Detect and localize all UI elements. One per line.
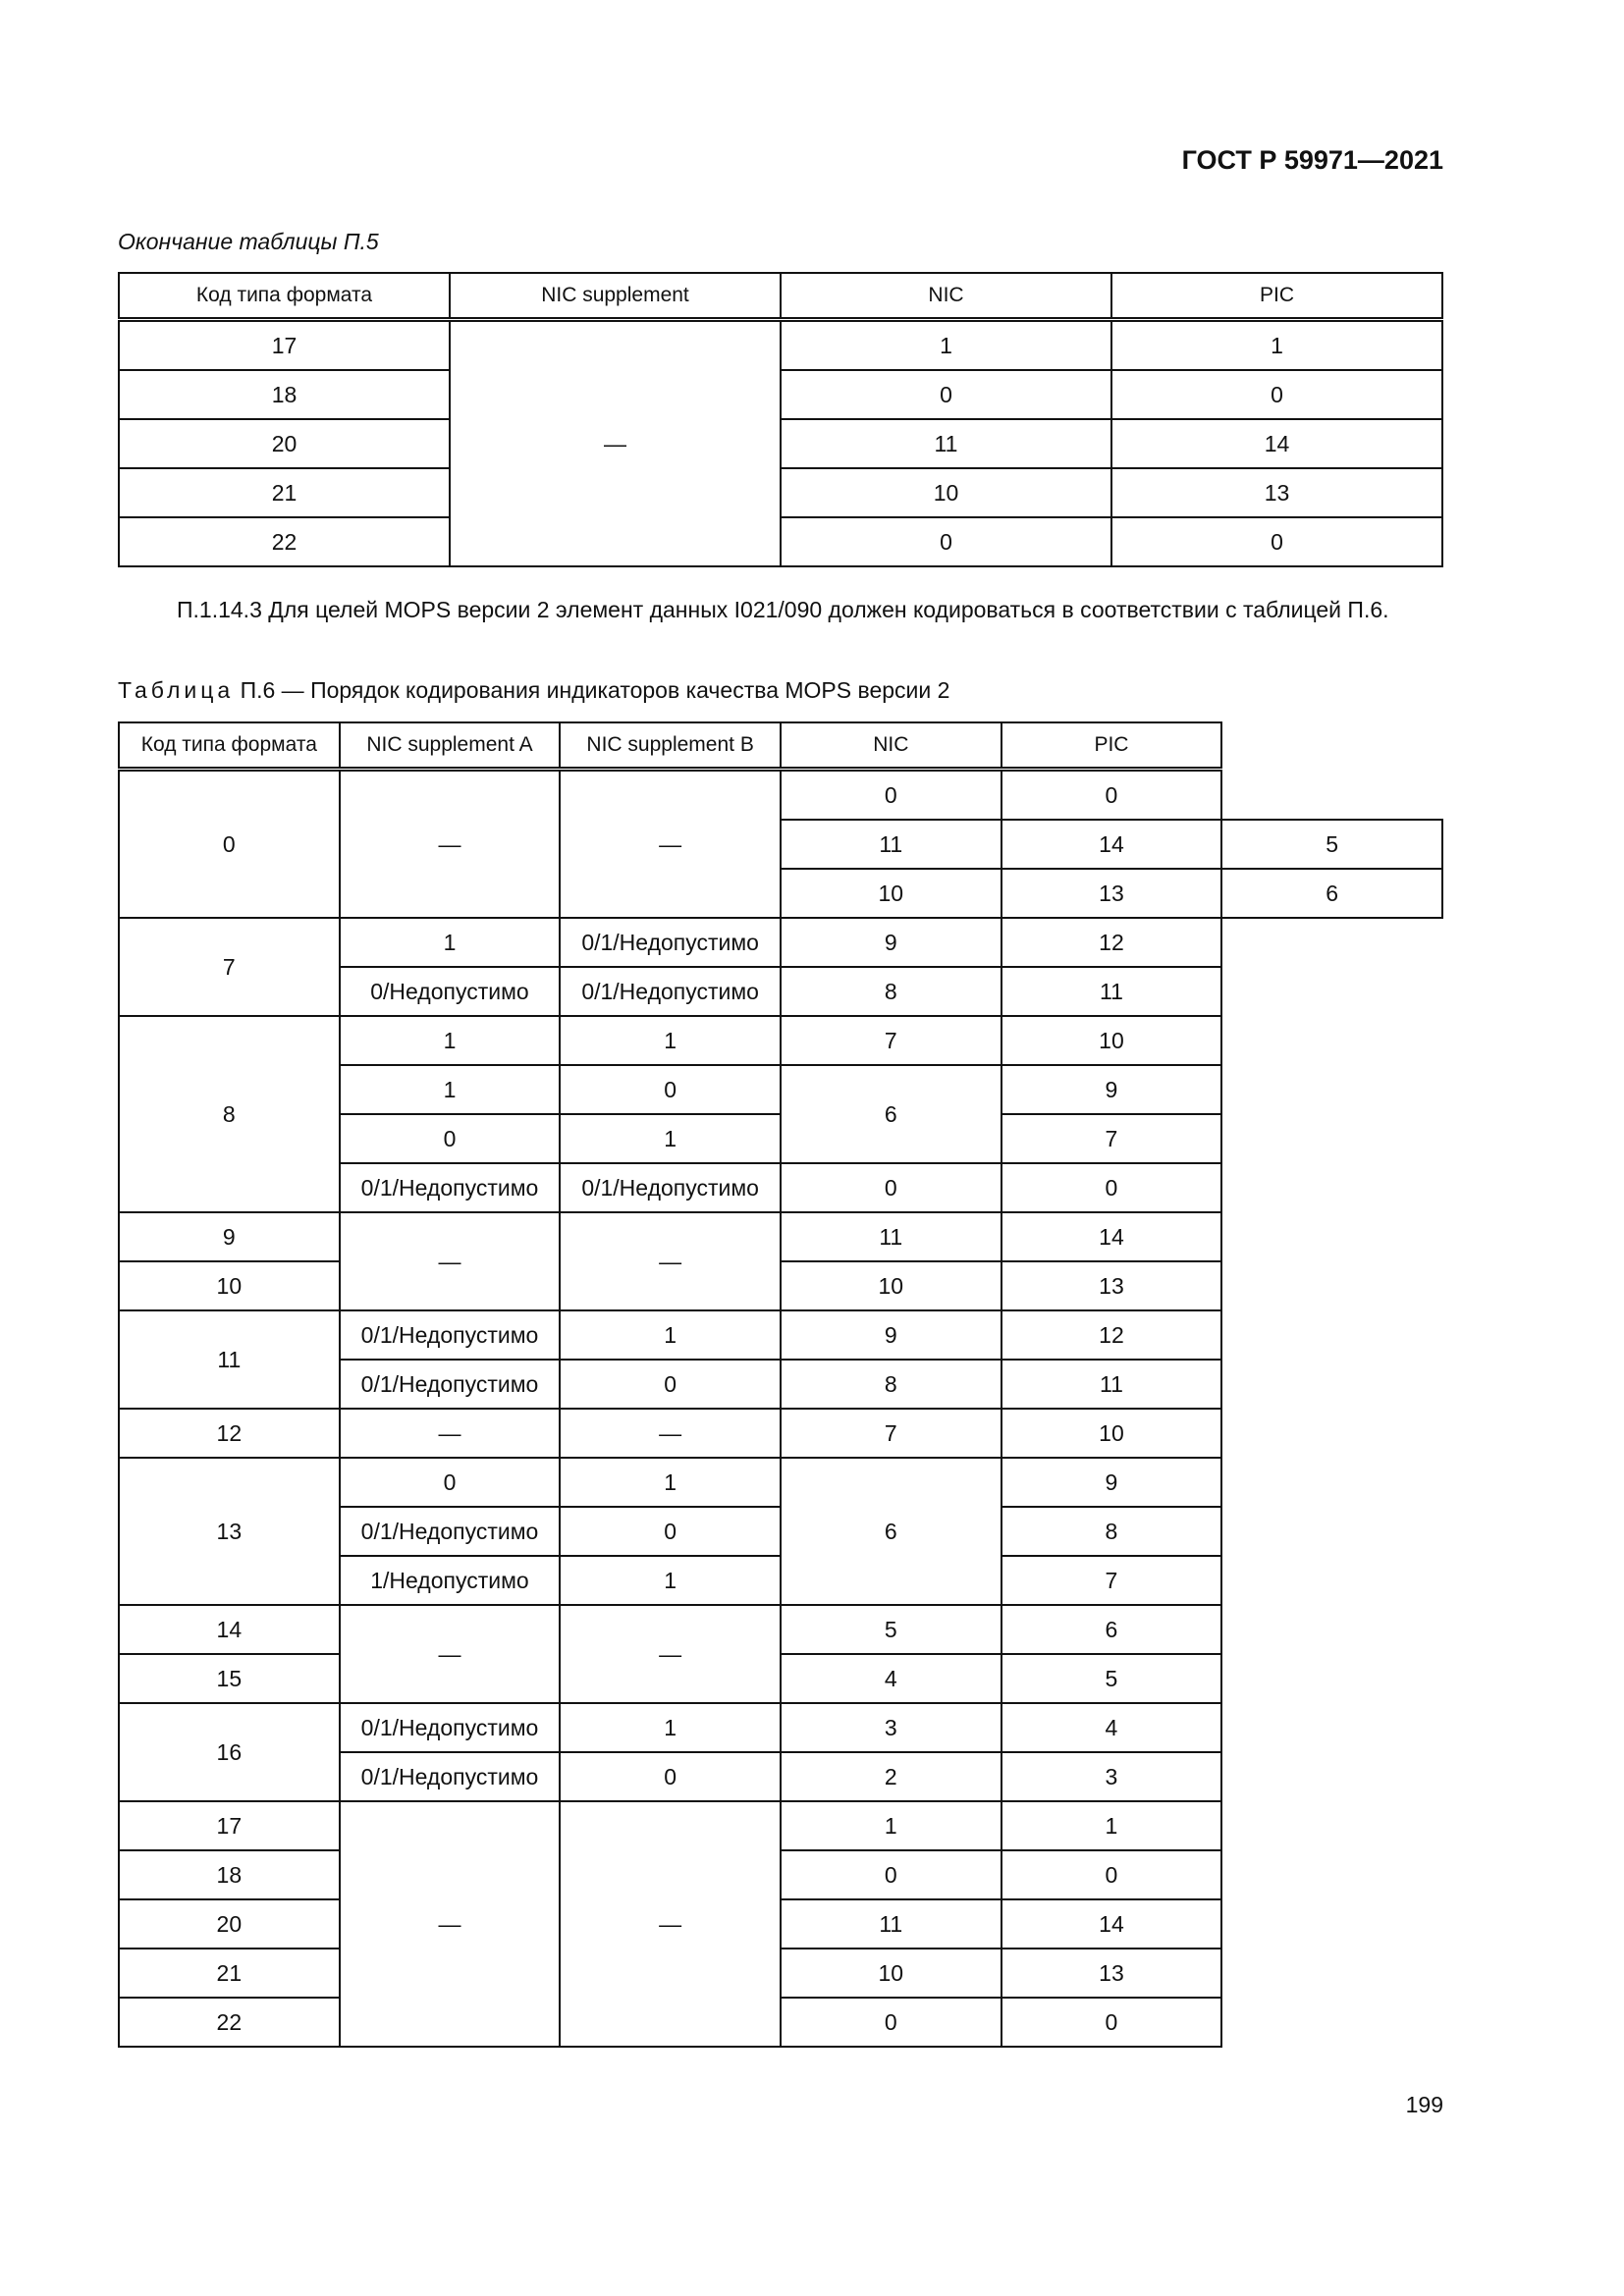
cell-format-code: 20 <box>119 419 450 468</box>
table-cell: 0/1/Недопустимо <box>340 1507 561 1556</box>
table-row <box>119 770 1442 821</box>
table-title <box>118 677 949 704</box>
table-cell: 7 <box>1001 1114 1222 1163</box>
table-p6 <box>118 721 1443 2048</box>
table-cell: 0/1/Недопустимо <box>560 967 781 1016</box>
table-cell: 22 <box>119 1998 340 2047</box>
table-cell: — <box>340 1409 561 1458</box>
table-header-row <box>119 722 1442 770</box>
table-cell: 6 <box>781 1065 1001 1163</box>
table-cell: 4 <box>781 1654 1001 1703</box>
table-cell: 0 <box>781 1163 1001 1212</box>
table-cell: 10 <box>119 1261 340 1310</box>
table-row <box>119 1998 1442 2047</box>
table-cell: 11 <box>1001 1360 1222 1409</box>
table-cell: — <box>560 1605 781 1703</box>
table-row <box>119 1409 1442 1458</box>
table-cell: 10 <box>781 1949 1001 1998</box>
table-row <box>119 370 1442 419</box>
table-cell: 8 <box>119 1016 340 1212</box>
table-row <box>119 1703 1442 1752</box>
table-cell: 6 <box>1221 869 1442 918</box>
table-cell: 1 <box>1001 1801 1222 1850</box>
table-cell: 12 <box>119 1409 340 1458</box>
header-nic: NIC <box>781 722 1001 770</box>
table-cell: 0/1/Недопустимо <box>340 1360 561 1409</box>
table-row <box>119 1801 1442 1850</box>
table-cell: 5 <box>781 1605 1001 1654</box>
cell-pic: 0 <box>1111 370 1442 419</box>
table-cell: 13 <box>119 1458 340 1605</box>
table-cell: 12 <box>1001 1310 1222 1360</box>
table-cell: 1 <box>560 1556 781 1605</box>
table-cell: 0/1/Недопустимо <box>560 1163 781 1212</box>
table-row <box>119 468 1442 517</box>
table-cell: 15 <box>119 1654 340 1703</box>
table-cell: 7 <box>781 1409 1001 1458</box>
cell-pic: 13 <box>1111 468 1442 517</box>
table-cell: 14 <box>1001 1899 1222 1949</box>
table-row <box>119 517 1442 566</box>
table-cell: 9 <box>119 1212 340 1261</box>
table-cell: 9 <box>781 1310 1001 1360</box>
table-cell: 9 <box>781 918 1001 967</box>
table-cell: 12 <box>1001 918 1222 967</box>
table-cell: 8 <box>1001 1507 1222 1556</box>
table-cell: 13 <box>1001 869 1222 918</box>
table-cell: 1 <box>781 1801 1001 1850</box>
table-cell: 11 <box>781 1899 1001 1949</box>
table-cell: 20 <box>119 1899 340 1949</box>
header-nic-supplement-a: NIC supplement A <box>340 722 561 770</box>
table-cell: 1 <box>340 1065 561 1114</box>
table-cell: 0/1/Недопустимо <box>340 1163 561 1212</box>
table-cell: 14 <box>1001 820 1222 869</box>
table-cell: — <box>340 1801 561 2047</box>
table-cell: 0 <box>781 770 1001 821</box>
cell-pic: 14 <box>1111 419 1442 468</box>
table-cell: 5 <box>1001 1654 1222 1703</box>
table-cell: 0 <box>119 770 340 919</box>
table-cell: 10 <box>1001 1409 1222 1458</box>
table-row <box>119 1850 1442 1899</box>
table-cell: 0 <box>1001 1998 1222 2047</box>
table-cell: 16 <box>119 1703 340 1801</box>
table-cell: 1 <box>560 1016 781 1065</box>
table-cell: 1/Недопустимо <box>340 1556 561 1605</box>
table-cell: 0/Недопустимо <box>340 967 561 1016</box>
table-row <box>119 1899 1442 1949</box>
table-cell: 1 <box>340 918 561 967</box>
table-row <box>119 1261 1442 1310</box>
table-cell: 7 <box>1001 1556 1222 1605</box>
table-cell: 0 <box>781 1850 1001 1899</box>
table-cell: 6 <box>781 1458 1001 1605</box>
cell-format-code: 21 <box>119 468 450 517</box>
cell-nic: 10 <box>781 468 1111 517</box>
table-cell: 8 <box>781 1360 1001 1409</box>
table-cell: 18 <box>119 1850 340 1899</box>
table-cell: 0/1/Недопустимо <box>340 1752 561 1801</box>
table-cell: — <box>560 770 781 919</box>
cell-pic: 0 <box>1111 517 1442 566</box>
table-cell: 0 <box>1001 1850 1222 1899</box>
table-cell: — <box>340 1605 561 1703</box>
table-row <box>119 1949 1442 1998</box>
header-format-code: Код типа формата <box>119 273 450 320</box>
table-cell: 13 <box>1001 1949 1222 1998</box>
table-cell: 0 <box>560 1507 781 1556</box>
header-pic: PIC <box>1111 273 1442 320</box>
table-cell: 11 <box>781 1212 1001 1261</box>
table-cell: 9 <box>1001 1458 1222 1507</box>
table-header-row <box>119 273 1442 320</box>
table-cell: 17 <box>119 1801 340 1850</box>
table-row <box>119 1458 1442 1507</box>
table-cell: 7 <box>781 1016 1001 1065</box>
table-cell: 11 <box>1001 967 1222 1016</box>
table-cell: 6 <box>1001 1605 1222 1654</box>
table-row <box>119 918 1442 967</box>
body-paragraph: П.1.14.3 Для целей MOPS версии 2 элемент данных I021/090 должен кодироваться в соответствии с таблицей П.6. <box>177 597 1389 622</box>
table-cell: 3 <box>1001 1752 1222 1801</box>
header-format-code: Код типа формата <box>119 722 340 770</box>
page-number: 199 <box>1405 2092 1443 2117</box>
table-cell: 1 <box>560 1458 781 1507</box>
table-cell: 21 <box>119 1949 340 1998</box>
table-cell: 10 <box>781 869 1001 918</box>
table-cell: — <box>340 770 561 919</box>
table-row <box>119 1605 1442 1654</box>
table-cell: 1 <box>560 1703 781 1752</box>
header-nic-supplement: NIC supplement <box>450 273 781 320</box>
table-continuation-caption: Окончание таблицы П.5 <box>118 229 379 254</box>
table-cell: 0 <box>560 1360 781 1409</box>
table-title-text: П.6 — Порядок кодирования индикаторов качества MOPS версии 2 <box>240 677 950 703</box>
table-cell: 2 <box>781 1752 1001 1801</box>
cell-nic-supplement: — <box>450 320 781 567</box>
table-p6-body <box>119 770 1442 2048</box>
table-cell: 0/1/Недопустимо <box>340 1703 561 1752</box>
doc-header: ГОСТ Р 59971—2021 <box>1181 145 1443 175</box>
table-cell: 0 <box>560 1065 781 1114</box>
table-cell: 8 <box>781 967 1001 1016</box>
table-cell: — <box>560 1801 781 2047</box>
table-cell: 0 <box>781 1998 1001 2047</box>
table-cell: 0 <box>340 1114 561 1163</box>
cell-nic: 1 <box>781 320 1111 371</box>
table-cell: 1 <box>560 1310 781 1360</box>
table-cell: 0/1/Недопустимо <box>340 1310 561 1360</box>
cell-format-code: 17 <box>119 320 450 371</box>
table-cell: — <box>340 1212 561 1310</box>
cell-pic: 1 <box>1111 320 1442 371</box>
table-cell: 3 <box>781 1703 1001 1752</box>
table-cell: 0 <box>1001 1163 1222 1212</box>
table-cell: 1 <box>340 1016 561 1065</box>
table-cell: 9 <box>1001 1065 1222 1114</box>
header-nic: NIC <box>781 273 1111 320</box>
cell-format-code: 22 <box>119 517 450 566</box>
table-cell: 1 <box>560 1114 781 1163</box>
cell-nic: 11 <box>781 419 1111 468</box>
table-cell: 10 <box>781 1261 1001 1310</box>
table-row <box>119 1310 1442 1360</box>
cell-nic: 0 <box>781 370 1111 419</box>
table-row <box>119 1654 1442 1703</box>
table-cell: 10 <box>1001 1016 1222 1065</box>
table-title-label: Таблица <box>118 677 235 703</box>
cell-nic: 0 <box>781 517 1111 566</box>
table-cell: 0/1/Недопустимо <box>560 918 781 967</box>
table-cell: 13 <box>1001 1261 1222 1310</box>
table-cell: 0 <box>560 1752 781 1801</box>
table-row <box>119 1212 1442 1261</box>
header-nic-supplement-b: NIC supplement B <box>560 722 781 770</box>
table-cell: — <box>560 1212 781 1310</box>
table-row <box>119 419 1442 468</box>
table-cell: 0 <box>340 1458 561 1507</box>
cell-format-code: 18 <box>119 370 450 419</box>
table-p5-end <box>118 272 1443 567</box>
header-pic: PIC <box>1001 722 1222 770</box>
table-cell: 0 <box>1001 770 1222 821</box>
table-cell: — <box>560 1409 781 1458</box>
table-cell: 11 <box>781 820 1001 869</box>
table-row <box>119 1016 1442 1065</box>
table-cell: 11 <box>119 1310 340 1409</box>
table-cell: 4 <box>1001 1703 1222 1752</box>
table-row <box>119 320 1442 371</box>
table-cell: 7 <box>119 918 340 1016</box>
table-cell: 5 <box>1221 820 1442 869</box>
table-cell: 14 <box>1001 1212 1222 1261</box>
table-cell: 14 <box>119 1605 340 1654</box>
